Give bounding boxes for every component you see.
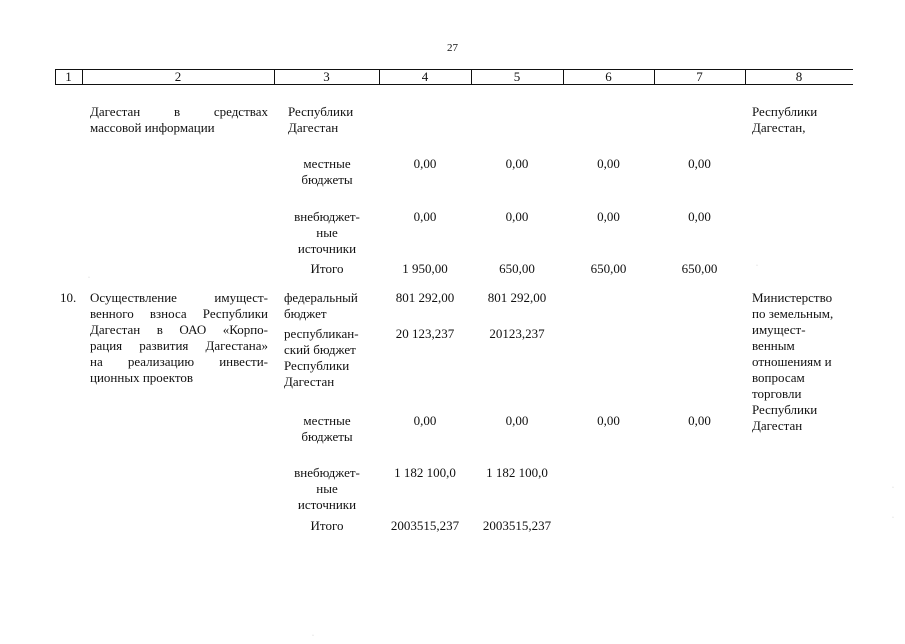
- amount-cell: 650,00: [499, 261, 535, 276]
- executor-line: Дагестан: [752, 418, 803, 433]
- page-number: 27: [447, 42, 458, 54]
- description-line: венного взноса Республики: [90, 306, 268, 321]
- column-header-1: 1: [65, 69, 72, 84]
- description-line: Осуществление имущест-: [90, 290, 268, 305]
- funding-source: местные бюджеты: [301, 413, 353, 444]
- amount-cell: 0,00: [413, 413, 437, 428]
- item-number: 10.: [60, 290, 77, 305]
- executor-line: Республики: [752, 104, 818, 119]
- scan-speck: ·: [892, 485, 894, 491]
- funding-source: внебюджет- ные источники: [294, 209, 360, 256]
- measure-description: [90, 104, 268, 136]
- amount-cell: 2003515,237: [482, 518, 552, 533]
- column-header-2: 2: [174, 69, 182, 84]
- funding-source: местные бюджеты: [301, 156, 353, 187]
- amount-cell: 0,00: [597, 209, 620, 224]
- amount-cell: 0,00: [413, 209, 437, 224]
- column-header-7: 7: [696, 69, 703, 84]
- amount-cell: 1 182 100,0: [486, 465, 548, 480]
- amount-cell: 801 292,00: [395, 290, 455, 305]
- funding-source: Итого: [310, 261, 344, 276]
- amount-cell: 0,00: [688, 156, 711, 171]
- responsible-executor: [752, 290, 852, 434]
- description-line: Дагестан в ОАО «Корпо-: [90, 322, 268, 337]
- column-header-6: 6: [605, 69, 612, 84]
- scan-speck: ·: [312, 633, 314, 639]
- executor-line: вопросам: [752, 370, 805, 385]
- executor-line: торговли: [752, 386, 802, 401]
- amount-cell: 0,00: [597, 156, 620, 171]
- amount-cell: 0,00: [688, 209, 711, 224]
- amount-cell: 0,00: [505, 156, 529, 171]
- scan-speck: ·: [892, 515, 894, 521]
- amount-cell: 0,00: [597, 413, 620, 428]
- amount-cell: 0,00: [505, 209, 529, 224]
- amount-cell: 650,00: [590, 261, 627, 276]
- amount-cell: 801 292,00: [487, 290, 547, 305]
- amount-cell: 0,00: [505, 413, 529, 428]
- amount-cell: 1 182 100,0: [394, 465, 456, 480]
- executor-line: имущест-: [752, 322, 806, 337]
- scan-speck: ·: [88, 275, 90, 281]
- amount-cell: 650,00: [681, 261, 718, 276]
- amount-cell: 20 123,237: [395, 326, 455, 341]
- executor-line: Дагестан,: [752, 120, 806, 135]
- column-header-4: 4: [421, 69, 429, 84]
- executor-line: Министерство: [752, 290, 833, 305]
- funding-source: республикан- ский бюджет Республики Дагестан: [284, 326, 359, 389]
- description-line: рация развития Дагестана»: [90, 338, 268, 353]
- amount-cell: 1 950,00: [402, 261, 448, 276]
- description-line: ционных проектов: [90, 370, 193, 385]
- executor-line: венным: [752, 338, 795, 353]
- amount-cell: 0,00: [413, 156, 437, 171]
- measure-description: [90, 290, 268, 386]
- column-header-3: 3: [323, 69, 330, 84]
- executor-line: по земельным,: [752, 306, 834, 321]
- description-line: массовой информации: [90, 120, 215, 135]
- column-header-5: 5: [513, 69, 521, 84]
- responsible-executor: [752, 104, 852, 136]
- funding-source: Итого: [310, 518, 344, 533]
- column-header-8: 8: [795, 69, 803, 84]
- executor-line: Республики: [752, 402, 818, 417]
- description-line: на реализацию инвести-: [90, 354, 268, 369]
- description-line: Дагестан в средствах: [90, 104, 268, 119]
- scan-speck: ·: [756, 263, 758, 269]
- funding-source: Республики Дагестан: [288, 104, 354, 135]
- amount-cell: 2003515,237: [390, 518, 460, 533]
- funding-source: внебюджет- ные источники: [294, 465, 360, 512]
- funding-source: федеральный бюджет: [284, 290, 358, 321]
- header-bottom-rule: [55, 84, 853, 85]
- amount-cell: 20123,237: [489, 326, 545, 341]
- amount-cell: 0,00: [688, 413, 711, 428]
- executor-line: отношениям и: [752, 354, 832, 369]
